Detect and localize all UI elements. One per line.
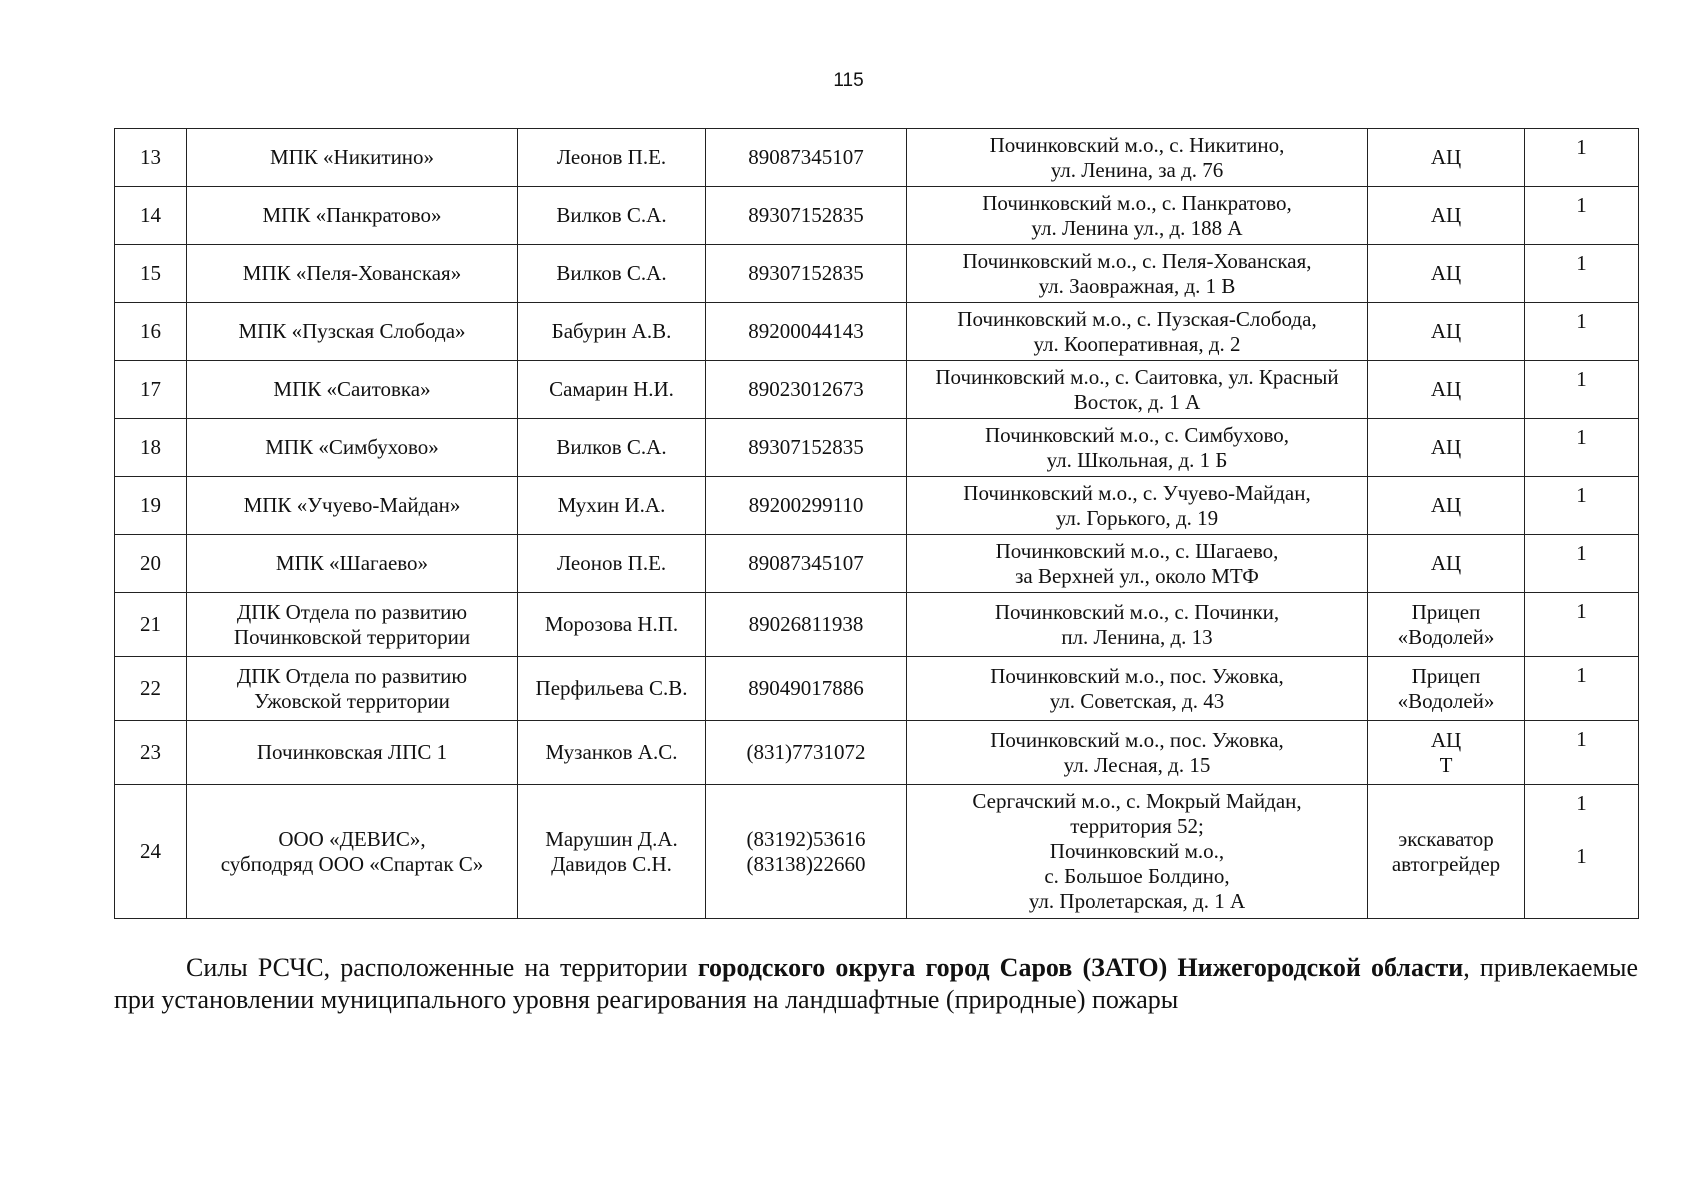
quantity-value: 1 [1576, 251, 1587, 275]
address-cell [907, 535, 1368, 593]
cell-text-line: АЦ [1430, 551, 1462, 575]
phone-cell [706, 477, 907, 535]
cell-text-line: территория 52; [1070, 814, 1204, 838]
cell-text-line: 89026811938 [748, 612, 864, 636]
cell-text-line: ДПК Отдела по развитию [236, 663, 468, 688]
cell-text-line: субподряд ООО «Спартак С» [220, 851, 484, 876]
cell-text-line: ул. Пролетарская, д. 1 А [1028, 889, 1246, 913]
unit-name-cell [187, 477, 518, 535]
cell-text-line: Починковский м.о., [1049, 839, 1225, 863]
cell-text-line: 89200299110 [748, 493, 864, 517]
quantity-cell [1525, 419, 1639, 477]
table-row [115, 477, 1639, 535]
cell-text-line: 89087345107 [748, 551, 864, 575]
cell-text-line: Сергачский м.о., с. Мокрый Майдан, [972, 789, 1302, 813]
cell-text-line: Прицеп [1411, 663, 1481, 688]
unit-name-cell [187, 419, 518, 477]
equipment-cell [1368, 419, 1525, 477]
cell-text-line: Бабурин А.В. [551, 319, 672, 343]
unit-name-cell [187, 303, 518, 361]
cell-text-line: Марушин Д.А. [545, 826, 678, 851]
quantity-value: 1 [1576, 367, 1587, 391]
row-number-cell: 22 [115, 657, 187, 721]
cell-text-line: АЦ [1430, 145, 1462, 169]
unit-name-cell [187, 721, 518, 785]
responsible-person-cell [518, 785, 706, 919]
cell-text-line: МПК «Саитовка» [273, 377, 431, 401]
cell-text-line: (83192)53616 [746, 826, 866, 851]
equipment-cell [1368, 129, 1525, 187]
quantity-cell [1525, 477, 1639, 535]
quantity-value: 1 [1576, 599, 1587, 623]
phone-cell [706, 657, 907, 721]
table-row [115, 361, 1639, 419]
phone-cell [706, 187, 907, 245]
address-cell [907, 361, 1368, 419]
cell-text-line: Леонов П.Е. [556, 551, 667, 575]
cell-text-line: Починковский м.о., с. Пузская-Слобода, [957, 306, 1317, 331]
unit-name-cell [187, 785, 518, 919]
cell-text-line: Самарин Н.И. [549, 377, 674, 401]
quantity-value: 1 [1576, 663, 1587, 687]
cell-text-line: ул. Заовражная, д. 1 В [1038, 273, 1236, 298]
unit-name-cell [187, 129, 518, 187]
cell-text-line: (831)7731072 [746, 740, 866, 764]
responsible-person-cell [518, 129, 706, 187]
row-number-cell: 13 [115, 129, 187, 187]
cell-text-line: 89200044143 [748, 319, 864, 343]
table-row [115, 593, 1639, 657]
table-row [115, 303, 1639, 361]
cell-text-line: Починковский м.о., с. Починки, [994, 599, 1280, 624]
row-number-cell: 21 [115, 593, 187, 657]
cell-text-line: АЦ [1430, 493, 1462, 517]
equipment-cell [1368, 187, 1525, 245]
cell-text-line: Восток, д. 1 А [1073, 389, 1201, 414]
cell-text-line: 89307152835 [748, 435, 864, 459]
quantity-cell [1525, 361, 1639, 419]
address-cell [907, 657, 1368, 721]
cell-text-line: 89307152835 [748, 261, 864, 285]
responsible-person-cell [518, 477, 706, 535]
cell-text-line: Починковский м.о., с. Панкратово, [982, 190, 1292, 215]
equipment-cell [1368, 593, 1525, 657]
phone-cell [706, 361, 907, 419]
equipment-cell [1368, 721, 1525, 785]
quantity-value: 1 [1576, 309, 1587, 333]
cell-text-line: Починковский м.о., с. Саитовка, ул. Красный [935, 364, 1339, 389]
cell-text-line: Т [1439, 752, 1453, 777]
phone-cell [706, 129, 907, 187]
cell-text-line: Вилков С.А. [556, 261, 667, 285]
quantity-cell [1525, 245, 1639, 303]
caption-bold-territory: городского округа город Саров (ЗАТО) Нижегородской области [697, 953, 1464, 982]
address-cell [907, 129, 1368, 187]
equipment-cell [1368, 361, 1525, 419]
cell-text-line: АЦ [1430, 435, 1462, 459]
cell-text-line: Музанков А.С. [545, 740, 678, 764]
cell-text-line: с. Большое Болдино, [1044, 864, 1230, 888]
cell-text-line: АЦ [1430, 203, 1462, 227]
phone-cell [706, 535, 907, 593]
cell-text-line: ул. Горького, д. 19 [1055, 505, 1219, 530]
unit-name-cell [187, 657, 518, 721]
cell-text-line: Морозова Н.П. [544, 612, 679, 636]
row-number-cell: 17 [115, 361, 187, 419]
unit-name-cell [187, 361, 518, 419]
cell-text-line: Починковская ЛПС 1 [256, 740, 448, 764]
phone-cell [706, 593, 907, 657]
equipment-cell [1368, 303, 1525, 361]
table-row [115, 187, 1639, 245]
address-cell [907, 785, 1368, 919]
table-row [115, 129, 1639, 187]
unit-name-cell [187, 535, 518, 593]
phone-cell [706, 721, 907, 785]
table-row [115, 535, 1639, 593]
section-caption [114, 952, 1638, 1016]
cell-text-line: АЦ [1430, 377, 1462, 401]
address-cell [907, 187, 1368, 245]
table-body [115, 129, 1639, 919]
table-row [115, 245, 1639, 303]
cell-text-line: АЦ [1430, 727, 1462, 752]
quantity-value: 1 [1576, 425, 1587, 449]
quantity-value: 1 [1576, 727, 1587, 751]
responsible-person-cell [518, 535, 706, 593]
cell-text-line: ул. Ленина, за д. 76 [1050, 157, 1224, 182]
cell-text-line: ДПК Отдела по развитию [236, 599, 468, 624]
cell-text-line: Перфильева С.В. [535, 676, 688, 700]
cell-text-line: пл. Ленина, д. 13 [1061, 624, 1213, 649]
equipment-cell [1368, 785, 1525, 919]
cell-text-line: Починковский м.о., с. Никитино, [989, 132, 1285, 157]
phone-cell [706, 303, 907, 361]
quantity-cell [1525, 535, 1639, 593]
responsible-person-cell [518, 187, 706, 245]
cell-text-line: Починковский м.о., с. Пеля-Хованская, [962, 248, 1312, 273]
equipment-cell [1368, 657, 1525, 721]
cell-text-line: «Водолей» [1397, 688, 1495, 713]
row-number-cell: 23 [115, 721, 187, 785]
cell-text-line: Мухин И.А. [557, 493, 666, 517]
cell-text-line: ул. Школьная, д. 1 Б [1046, 447, 1228, 472]
cell-text-line: Вилков С.А. [556, 435, 667, 459]
quantity-cell [1525, 785, 1639, 919]
equipment-cell [1368, 477, 1525, 535]
table-row [115, 785, 1639, 919]
cell-text-line: «Водолей» [1397, 624, 1495, 649]
quantity-cell [1525, 187, 1639, 245]
caption-text-start: Силы РСЧС, расположенные на территории [186, 953, 698, 982]
table-row [115, 721, 1639, 785]
cell-text-line: автогрейдер [1391, 851, 1501, 876]
cell-text-line: АЦ [1430, 261, 1462, 285]
cell-text-line: ул. Советская, д. 43 [1049, 688, 1225, 713]
cell-text-line: ООО «ДЕВИС», [278, 826, 426, 851]
cell-text-line: Вилков С.А. [556, 203, 667, 227]
cell-text-line: Починковский м.о., с. Учуево-Майдан, [963, 480, 1311, 505]
phone-cell [706, 785, 907, 919]
row-number-cell: 18 [115, 419, 187, 477]
forces-table [114, 128, 1639, 919]
cell-text-line: Ужовской территории [254, 688, 450, 713]
cell-text-line: Починковской территории [233, 624, 471, 649]
address-cell [907, 419, 1368, 477]
row-number-cell: 14 [115, 187, 187, 245]
cell-text-line: МПК «Пеля-Хованская» [242, 261, 462, 285]
cell-text-line: 89307152835 [748, 203, 864, 227]
quantity-value: 1 [1576, 791, 1587, 815]
cell-text-line: АЦ [1430, 319, 1462, 343]
address-cell [907, 245, 1368, 303]
address-cell [907, 477, 1368, 535]
cell-text-line: МПК «Симбухово» [265, 435, 439, 459]
row-number-cell: 24 [115, 785, 187, 919]
cell-text-line: МПК «Панкратово» [262, 203, 442, 227]
caption-text-end: , привлекаемые при установлении муниципального уровня реагирования на ландшафтные (природные) пожары [114, 953, 1638, 1014]
cell-text-line: за Верхней ул., около МТФ [1015, 563, 1259, 588]
cell-text-line: МПК «Никитино» [269, 145, 435, 169]
page-number: 115 [833, 70, 864, 91]
responsible-person-cell [518, 721, 706, 785]
responsible-person-cell [518, 593, 706, 657]
cell-text-line: ул. Ленина ул., д. 188 А [1031, 215, 1243, 240]
quantity-value: 1 [1576, 541, 1587, 565]
unit-name-cell [187, 187, 518, 245]
cell-text-line: 89049017886 [748, 676, 864, 700]
cell-text-line: МПК «Пузская Слобода» [238, 319, 466, 343]
quantity-cell [1525, 657, 1639, 721]
row-number-cell: 20 [115, 535, 187, 593]
cell-text-line: Починковский м.о., с. Шагаево, [995, 538, 1279, 563]
cell-text-line: ул. Кооперативная, д. 2 [1033, 331, 1241, 356]
cell-text-line: Починковский м.о., пос. Ужовка, [990, 663, 1284, 688]
quantity-value: 1 [1576, 844, 1587, 868]
cell-text-line: Давидов С.Н. [551, 851, 672, 876]
quantity-value: 1 [1576, 193, 1587, 217]
phone-cell [706, 245, 907, 303]
cell-text-line: МПК «Шагаево» [275, 551, 429, 575]
equipment-cell [1368, 535, 1525, 593]
responsible-person-cell [518, 245, 706, 303]
address-cell [907, 593, 1368, 657]
quantity-value: 1 [1576, 135, 1587, 159]
cell-text-line: (83138)22660 [746, 851, 866, 876]
quantity-cell [1525, 593, 1639, 657]
address-cell [907, 303, 1368, 361]
responsible-person-cell [518, 657, 706, 721]
cell-text-line: 89023012673 [748, 377, 864, 401]
responsible-person-cell [518, 303, 706, 361]
cell-text-line: Починковский м.о., пос. Ужовка, [990, 727, 1284, 752]
cell-text-line: ул. Лесная, д. 15 [1063, 752, 1211, 777]
cell-text-line: Починковский м.о., с. Симбухово, [984, 422, 1290, 447]
quantity-cell [1525, 303, 1639, 361]
unit-name-cell [187, 593, 518, 657]
unit-name-cell [187, 245, 518, 303]
table-row [115, 419, 1639, 477]
quantity-cell [1525, 721, 1639, 785]
quantity-cell [1525, 129, 1639, 187]
row-number-cell: 15 [115, 245, 187, 303]
cell-text-line: Прицеп [1411, 599, 1481, 624]
cell-text-line: Леонов П.Е. [556, 145, 667, 169]
row-number-cell: 19 [115, 477, 187, 535]
row-number-cell: 16 [115, 303, 187, 361]
responsible-person-cell [518, 361, 706, 419]
responsible-person-cell [518, 419, 706, 477]
table-row [115, 657, 1639, 721]
cell-text-line: экскаватор [1398, 826, 1494, 851]
quantity-value: 1 [1576, 483, 1587, 507]
equipment-cell [1368, 245, 1525, 303]
cell-text-line: МПК «Учуево-Майдан» [243, 493, 461, 517]
phone-cell [706, 419, 907, 477]
cell-text-line: 89087345107 [748, 145, 864, 169]
address-cell [907, 721, 1368, 785]
